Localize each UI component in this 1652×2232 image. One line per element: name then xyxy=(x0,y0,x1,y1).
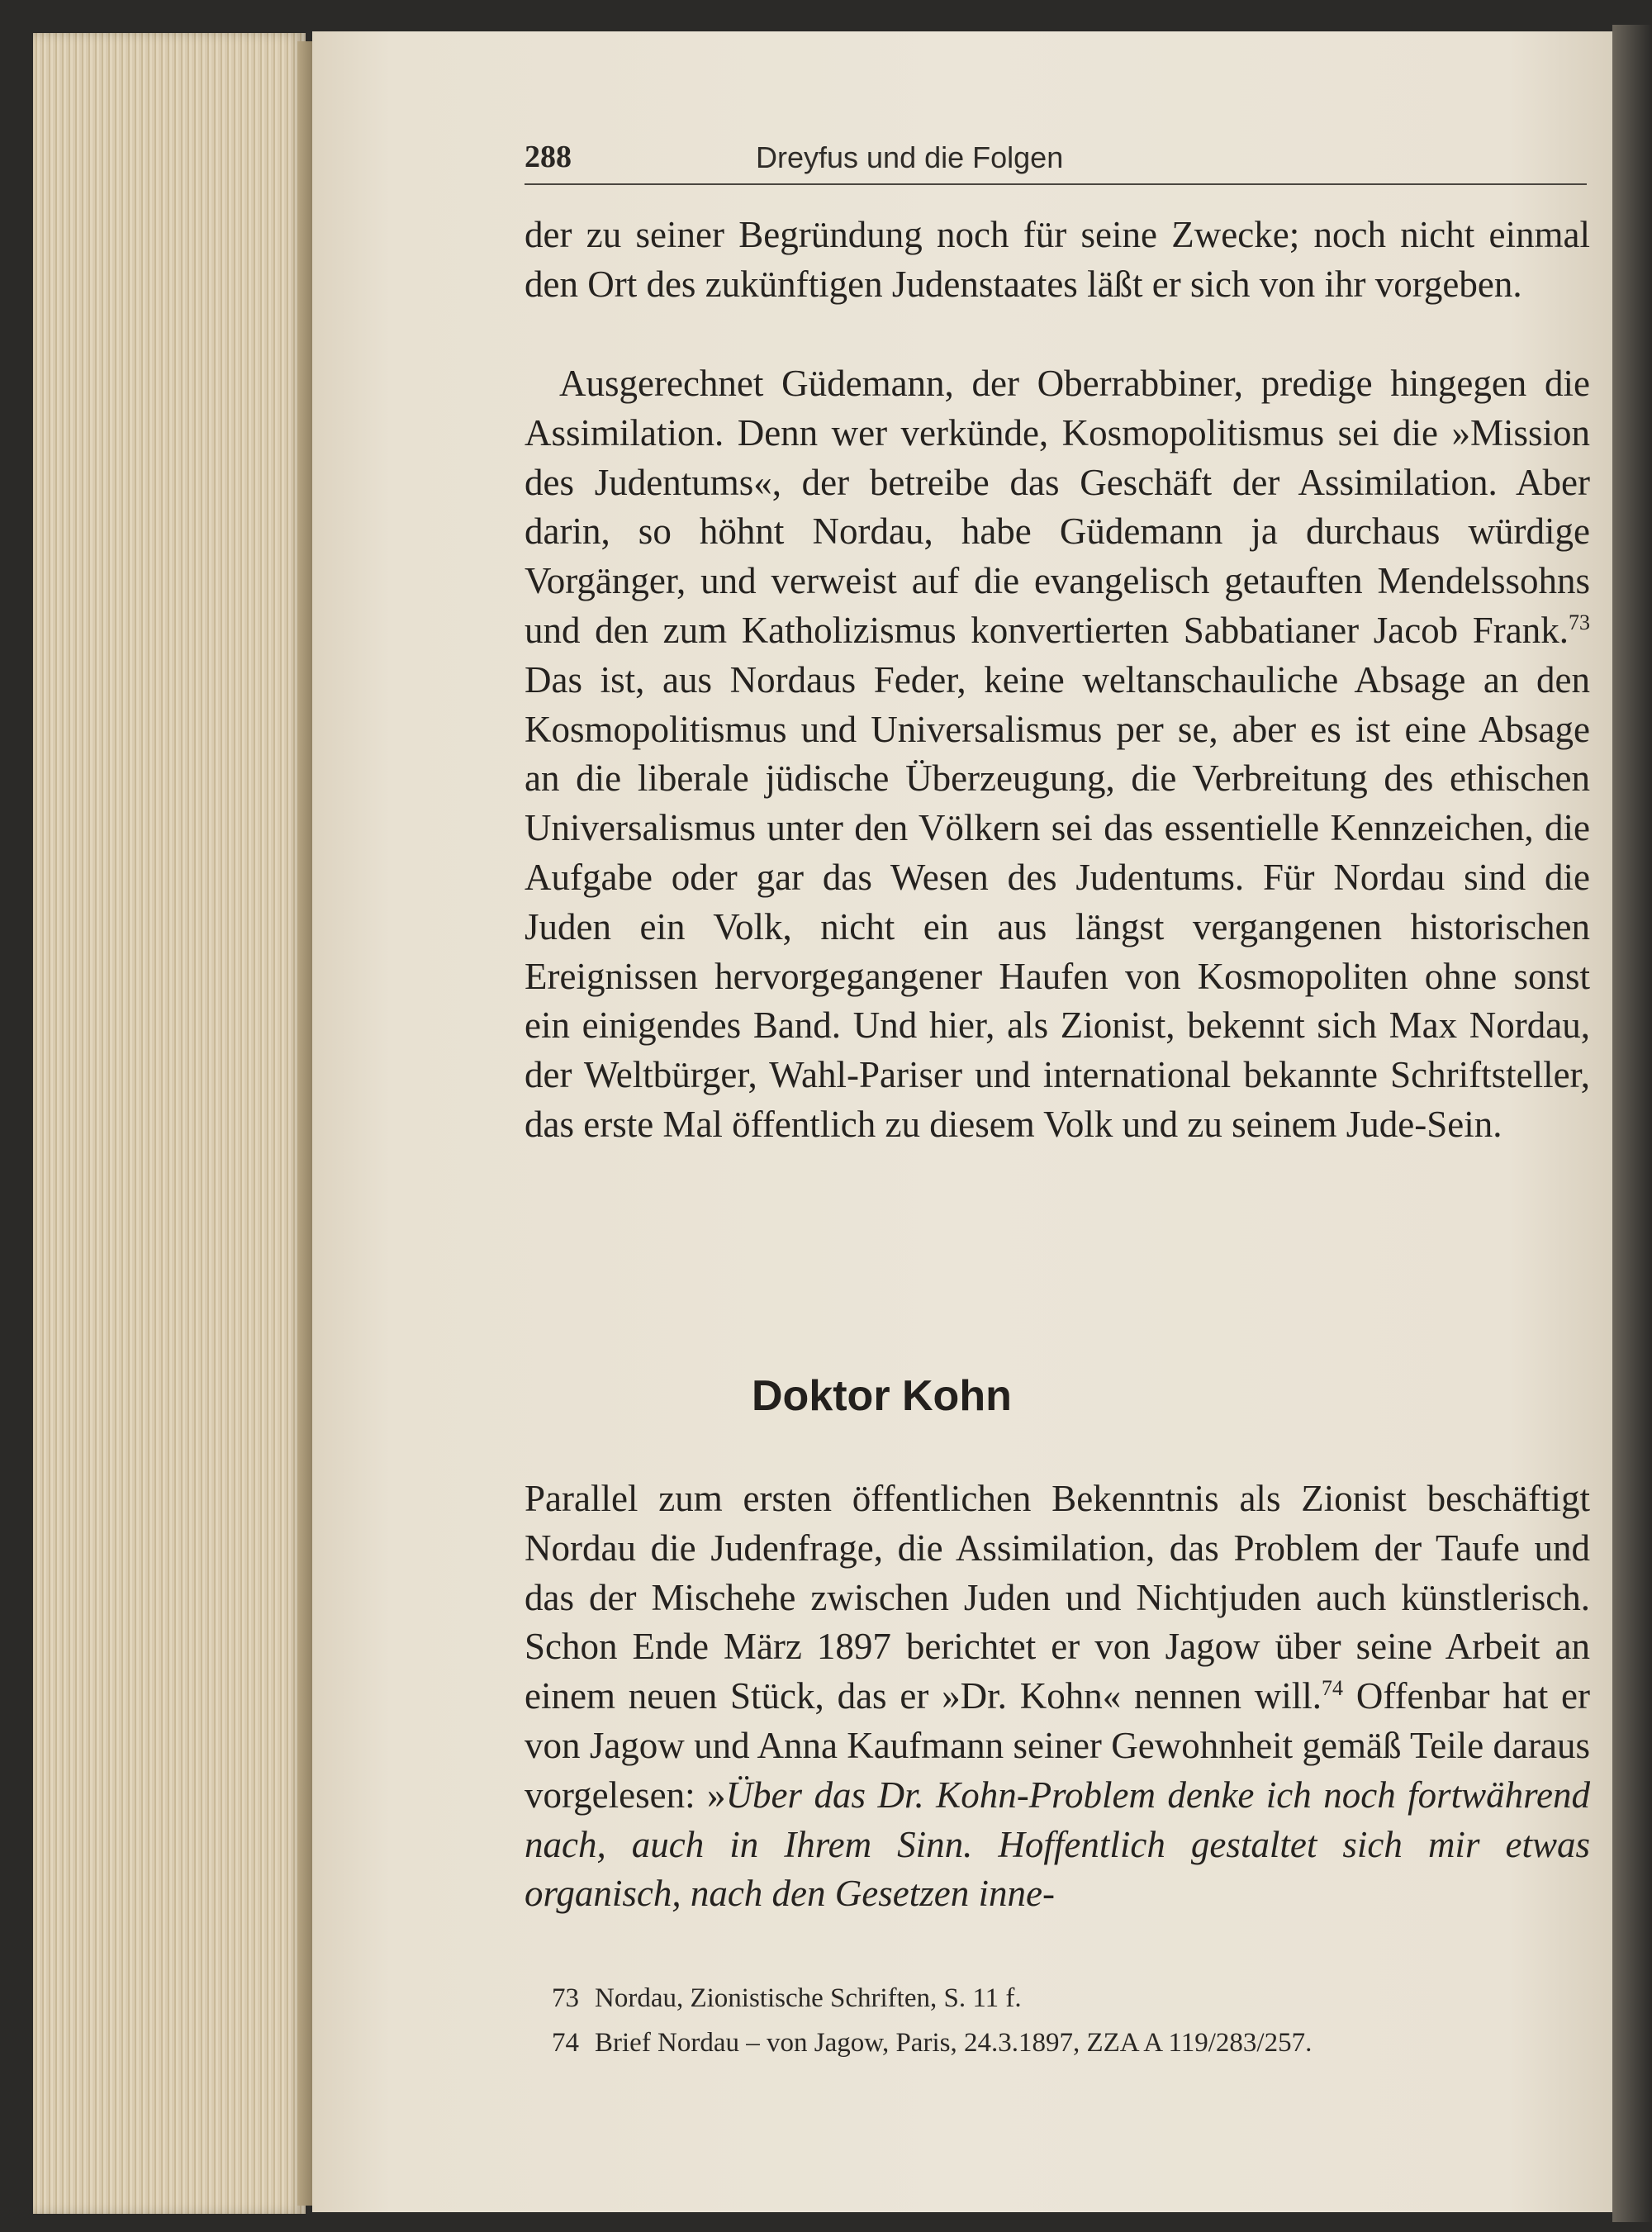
page-number: 288 xyxy=(525,140,572,174)
paragraph-text: der zu seiner Begründung noch für seine Zwecke; noch nicht einmal den Ort des zukünftigen Judenstaates läßt er sich von ihr vorgeben. xyxy=(525,214,1590,305)
running-head xyxy=(525,134,1587,185)
running-title: Dreyfus und die Folgen xyxy=(756,140,1064,174)
body-paragraph-2 xyxy=(525,359,1590,1150)
quotation-italic: Über das Dr. Kohn-Problem denke ich noch fortwährend nach, auch in Ihrem Sinn. Hoffentlich gestaltet sich mir etwas organisch, nach den Gesetzen inne- xyxy=(525,1774,1590,1915)
footnote-74 xyxy=(552,2021,1584,2065)
page-edge-shadow xyxy=(297,41,314,2206)
binding-strip xyxy=(1612,25,1652,2222)
paragraph-text xyxy=(525,1475,1590,1919)
footnote-reference-74[interactable]: 74 xyxy=(1322,1676,1344,1701)
section-heading: Doktor Kohn xyxy=(752,1372,1012,1420)
body-paragraph-3 xyxy=(525,1475,1590,1919)
footnote-number: 73 xyxy=(552,1983,579,2013)
footnote-number: 74 xyxy=(552,2028,579,2058)
book-page-edges xyxy=(33,33,306,2214)
body-paragraph-1 xyxy=(525,211,1590,310)
footnote-73 xyxy=(552,1976,1584,2021)
footnote-reference-73[interactable]: 73 xyxy=(1569,610,1590,634)
paragraph-text-part: Das ist, aus Nordaus Feder, keine weltanschauliche Absage an den Kosmopolitismus und Universalismus per se, aber es ist eine Absage an die liberale jüdische Überzeugung, die Verbreitung des ethischen Universalismus unter den Völkern sei das essentielle Kennzeichen, die Aufgabe oder gar das Wesen des Judentums. Für Nordau sind die Juden ein Volk, nicht ein aus längst vergangenen historischen Ereignissen hervorgegangener Haufen von Kosmopoliten ohne sonst ein einigendes Band. Und hier, als Zionist, bekennt sich Max Nordau, der Weltbürger, Wahl-Pariser und international bekannte Schriftsteller, das erste Mal öffentlich zu diesem Volk und zu seinem Jude-Sein. xyxy=(525,658,1590,1145)
footnote-text: Nordau, Zionistische Schriften, S. 11 f. xyxy=(595,1983,1022,2013)
paragraph-text-part: Ausgerechnet Güdemann, der Oberrabbiner, predige hingegen die Assimilation. Denn wer verkünde, Kosmopolitismus sei die »Mission des Judentums«, der betreibe das Geschäft der Assimilation. Aber darin, so höhnt Nordau, habe Güdemann ja durchaus würdige Vorgänger, und verweist auf die evangelisch getauften Mendelssohns und den zum Katholizismus konvertierten Sabbatianer Jacob Frank. xyxy=(525,363,1590,651)
paragraph-text-part: Parallel zum ersten öffentlichen Bekenntnis als Zionist beschäftigt Nordau die Judenfrage, die Assimilation, das Problem der Taufe und das der Mischehe zwischen Juden und Nichtjuden auch künstlerisch. Schon Ende März 1897 berichtet er von Jagow über seine Arbeit an einem neuen Stück, das er »Dr. Kohn« nennen will. xyxy=(525,1478,1590,1717)
paragraph-text-part: Offenbar hat er von Jagow und Anna Kaufmann seiner Gewohnheit gemäß Teile daraus vorgelesen: » xyxy=(525,1675,1590,1816)
footnotes xyxy=(552,1976,1584,2065)
paragraph-text xyxy=(525,359,1590,1150)
footnote-text: Brief Nordau – von Jagow, Paris, 24.3.1897, ZZA A 119/283/257. xyxy=(595,2028,1313,2058)
